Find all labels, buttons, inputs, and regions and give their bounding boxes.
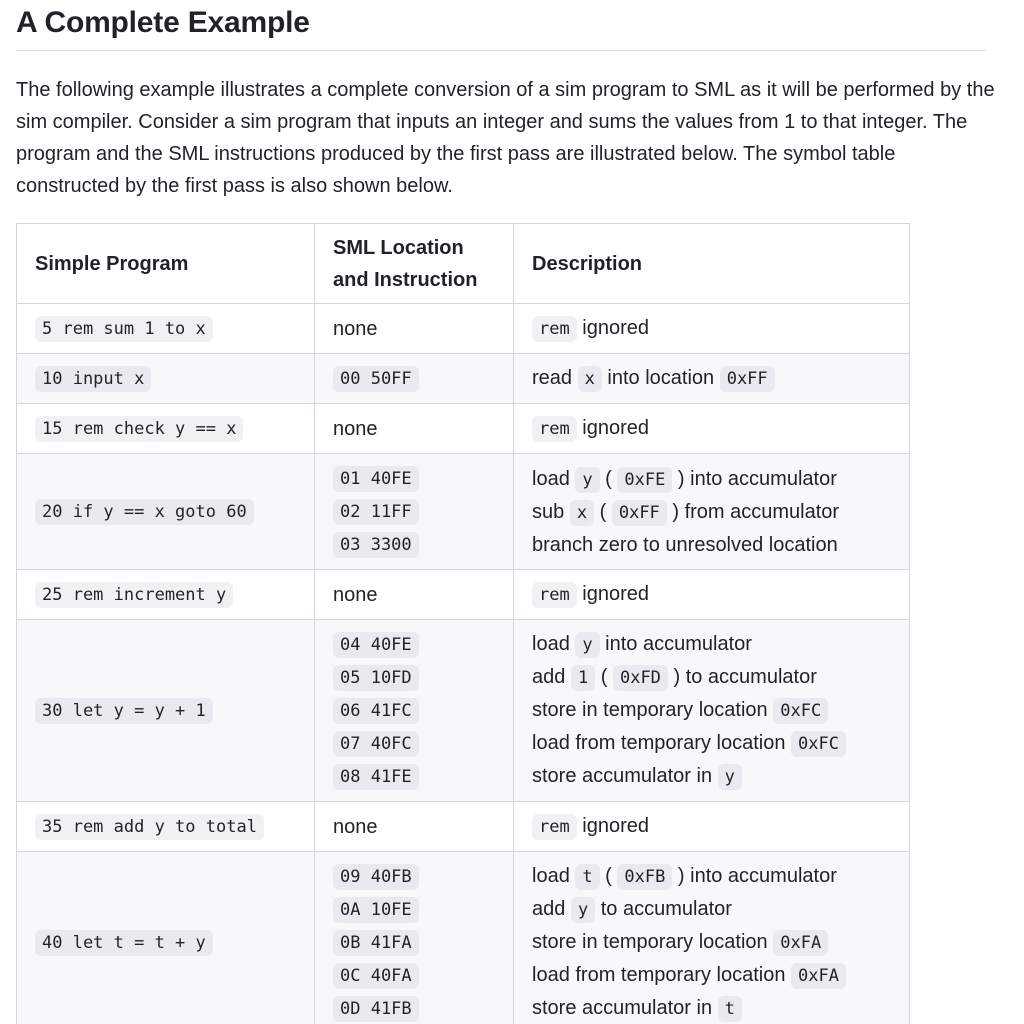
desc-code: y (718, 764, 742, 790)
sml-instruction: 08 41FE (333, 764, 419, 790)
desc-code: 1 (571, 665, 595, 691)
desc-text: branch zero to unresolved location (532, 533, 838, 556)
desc-text: into location (601, 367, 720, 389)
program-cell (17, 354, 315, 404)
program-code: 15 rem check y == x (35, 416, 243, 442)
table-row (17, 802, 910, 852)
program-cell (17, 454, 315, 570)
desc-text: store accumulator in (532, 997, 718, 1019)
sml-instruction: 0A 10FE (333, 897, 419, 923)
desc-code: 0xFA (773, 930, 828, 956)
desc-code: 0xFF (612, 500, 667, 526)
program-cell (17, 570, 315, 620)
header-sml-line1: SML Location (333, 236, 464, 259)
sml-cell: none (315, 304, 514, 354)
desc-code: 0xFA (791, 963, 846, 989)
header-simple-program: Simple Program (17, 224, 315, 304)
desc-code: rem (532, 416, 577, 442)
sml-instruction: 09 40FB (333, 864, 419, 890)
sml-instruction: 0D 41FB (333, 996, 419, 1022)
sml-instruction: 01 40FE (333, 466, 419, 492)
sml-instruction: 0B 41FA (333, 930, 419, 956)
description-cell (514, 354, 910, 404)
desc-text: ignored (576, 317, 649, 339)
desc-text: ) from accumulator (666, 500, 840, 523)
sml-instruction: 03 3300 (333, 532, 419, 558)
program-cell (17, 620, 315, 802)
program-cell (17, 404, 315, 454)
desc-code: rem (532, 316, 577, 342)
sml-instruction: 04 40FE (333, 632, 419, 658)
table-row (17, 354, 910, 404)
program-code: 30 let y = y + 1 (35, 698, 213, 724)
desc-code: y (575, 467, 599, 493)
program-code: 5 rem sum 1 to x (35, 316, 213, 342)
desc-text: add (532, 898, 571, 920)
sml-instruction: 05 10FD (333, 665, 419, 691)
desc-text: ( (599, 865, 618, 887)
intro-paragraph: The following example illustrates a complete conversion of a sim program to SML as it will be performed by the sim compiler. Consider a sim program that inputs an integer and sums the values from 1 to that integer. The program and the SML instructions produced by the first pass are illustrated below. The symbol table constructed by the first pass is also shown below. (16, 79, 995, 197)
desc-text: store in temporary location (532, 699, 774, 721)
desc-text: ) into accumulator (672, 865, 837, 887)
sml-instruction: 07 40FC (333, 731, 419, 757)
desc-text: read (532, 367, 578, 389)
header-sml-location (315, 224, 514, 304)
desc-text: load (532, 633, 576, 655)
desc-code: rem (532, 582, 577, 608)
desc-text: sub (532, 500, 570, 523)
desc-text: load from temporary location (532, 964, 792, 986)
description-cell (514, 404, 910, 454)
sml-cell (315, 454, 514, 570)
sml-cell: none (315, 570, 514, 620)
desc-code: 0xFC (791, 731, 846, 757)
desc-text: ignored (576, 815, 649, 837)
sml-cell (315, 852, 514, 1024)
desc-code: 0xFD (613, 665, 668, 691)
description-cell (514, 852, 910, 1024)
desc-code: rem (532, 814, 577, 840)
program-cell (17, 852, 315, 1024)
sml-instruction: 06 41FC (333, 698, 419, 724)
table-row (17, 852, 910, 1024)
desc-text: ignored (576, 583, 649, 605)
table-row (17, 404, 910, 454)
description-cell (514, 570, 910, 620)
desc-text: ( (594, 500, 612, 523)
table-row (17, 304, 910, 354)
description-cell (514, 620, 910, 802)
desc-text: to accumulator (595, 898, 732, 920)
description-cell (514, 454, 910, 570)
description-cell (514, 802, 910, 852)
program-cell (17, 802, 315, 852)
desc-code: t (718, 996, 742, 1022)
desc-code: y (575, 632, 599, 658)
program-code: 10 input x (35, 366, 151, 392)
header-description: Description (514, 224, 910, 304)
sml-cell (315, 354, 514, 404)
desc-text: into accumulator (599, 633, 752, 655)
desc-text: ( (595, 666, 613, 688)
program-code: 20 if y == x goto 60 (35, 499, 254, 525)
desc-text: load (532, 865, 576, 887)
desc-text: load (532, 467, 576, 490)
desc-code: 0xFC (773, 698, 828, 724)
table-row (17, 454, 910, 570)
desc-text: ) to accumulator (667, 666, 817, 688)
sml-cell: none (315, 404, 514, 454)
table-row (17, 620, 910, 802)
table-row (17, 570, 910, 620)
sml-instruction: 00 50FF (333, 366, 419, 392)
sml-cell (315, 620, 514, 802)
desc-code: 0xFF (720, 366, 775, 392)
desc-code: x (578, 366, 602, 392)
description-cell (514, 304, 910, 354)
desc-text: ) into accumulator (672, 467, 837, 490)
section-heading: A Complete Example (16, 6, 310, 39)
program-code: 35 rem add y to total (35, 814, 264, 840)
desc-code: 0xFE (617, 467, 672, 493)
heading-divider (16, 50, 986, 51)
program-code: 25 rem increment y (35, 582, 233, 608)
desc-code: x (570, 500, 594, 526)
header-sml-line2: and Instruction (333, 268, 478, 291)
conversion-table (16, 223, 910, 1024)
desc-code: 0xFB (617, 864, 672, 890)
desc-text: ignored (576, 417, 649, 439)
table-header-row (17, 224, 910, 304)
sml-cell: none (315, 802, 514, 852)
program-cell (17, 304, 315, 354)
desc-text: ( (599, 467, 618, 490)
desc-code: y (571, 897, 595, 923)
desc-text: store in temporary location (532, 931, 774, 953)
sml-instruction: 0C 40FA (333, 963, 419, 989)
sml-instruction: 02 11FF (333, 499, 419, 525)
desc-code: t (575, 864, 599, 890)
desc-text: load from temporary location (532, 732, 792, 754)
desc-text: store accumulator in (532, 765, 718, 787)
desc-text: add (532, 666, 571, 688)
program-code: 40 let t = t + y (35, 930, 213, 956)
